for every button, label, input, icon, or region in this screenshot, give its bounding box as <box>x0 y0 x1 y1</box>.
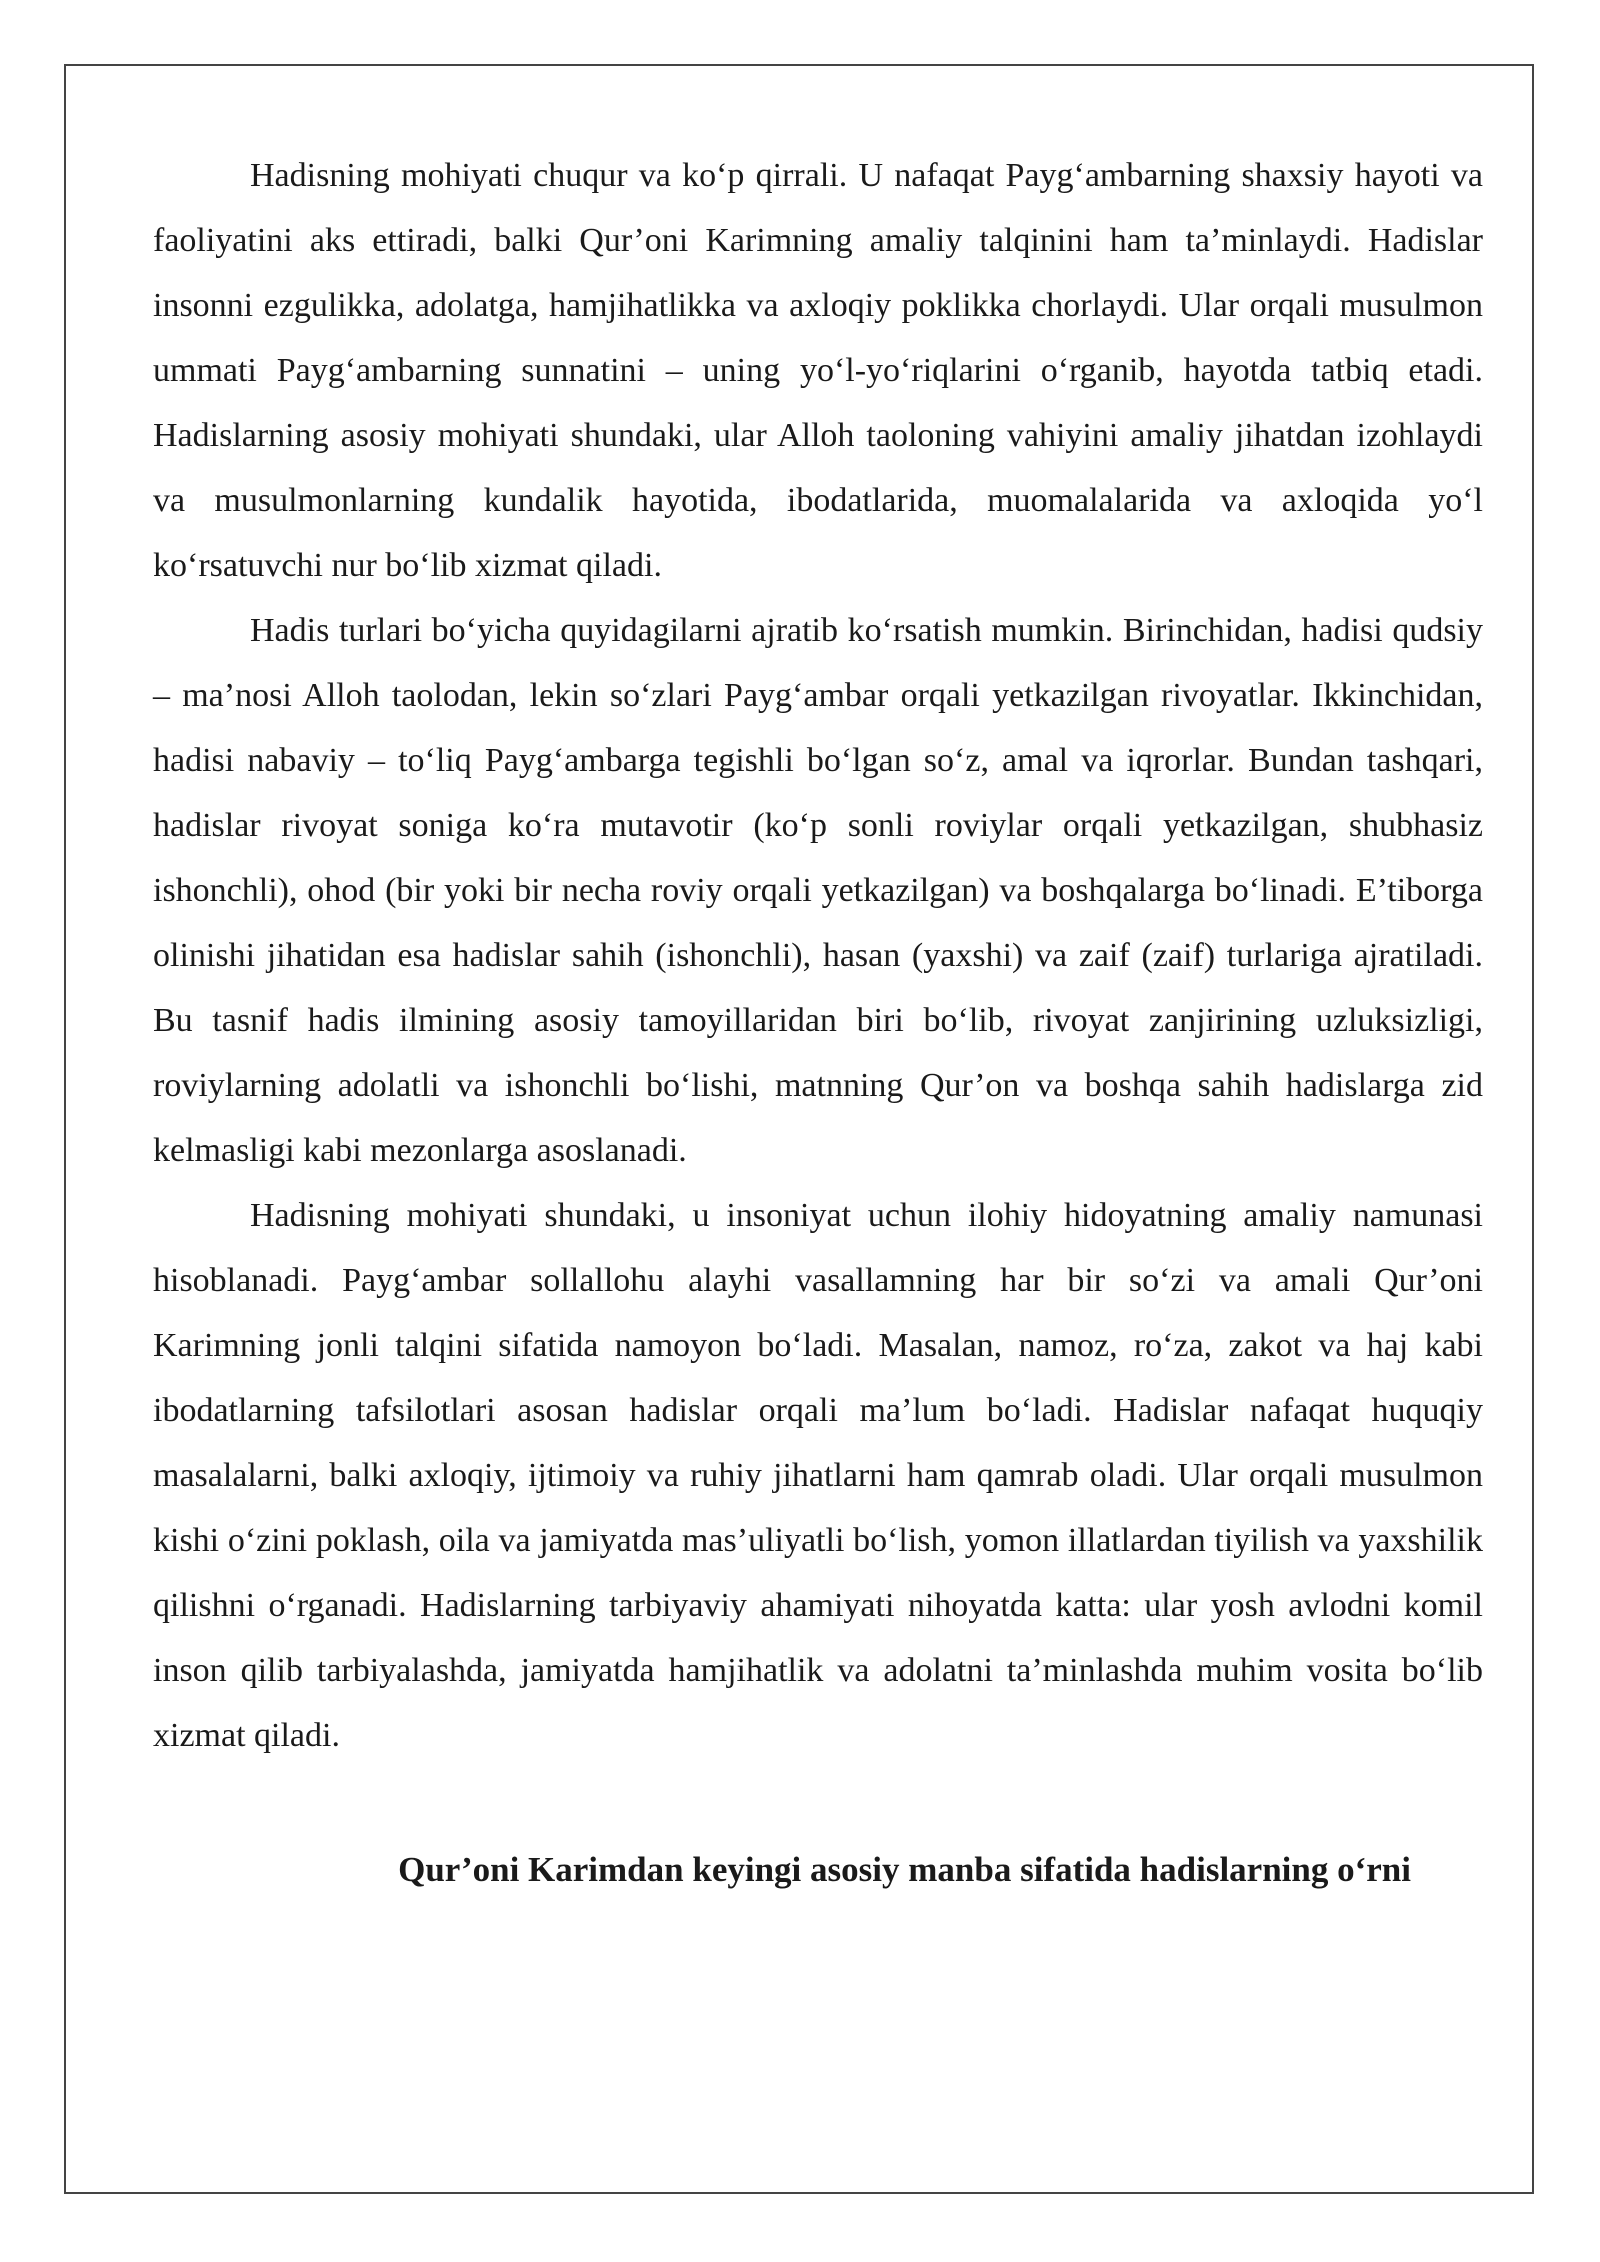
document-body <box>153 143 1483 1902</box>
paragraph-2: Hadis turlari bo‘yicha quyidagilarni ajratib ko‘rsatish mumkin. Birinchidan, hadisi qudsiy – ma’nosi Alloh taolodan, lekin so‘zlari Payg‘ambar orqali yetkazilgan rivoyatlar. Ikkinchidan, hadisi nabaviy – to‘liq Payg‘ambarga tegishli bo‘lgan so‘z, amal va iqrorlar. Bundan tashqari, hadislar rivoyat soniga ko‘ra mutavotir (ko‘p sonli roviylar orqali yetkazilgan, shubhasiz ishonchli), ohod (bir yoki bir necha roviy orqali yetkazilgan) va boshqalarga bo‘linadi. E’tiborga olinishi jihatidan esa hadislar sahih (ishonchli), hasan (yaxshi) va zaif (zaif) turlariga ajratiladi. Bu tasnif hadis ilmining asosiy tamoyillaridan biri bo‘lib, rivoyat zanjirining uzluksizligi, roviylarning adolatli va ishonchli bo‘lishi, matnning Qur’on va boshqa sahih hadislarga zid kelmasligi kabi mezonlarga asoslanadi. <box>153 612 1483 1169</box>
paragraph-1: Hadisning mohiyati chuqur va ko‘p qirrali. U nafaqat Payg‘ambarning shaxsiy hayoti va faoliyatini aks ettiradi, balki Qur’oni Karimning amaliy talqinini ham ta’minlaydi. Hadislar insonni ezgulikka, adolatga, hamjihatlikka va axloqiy poklikka chorlaydi. Ular orqali musulmon ummati Payg‘ambarning sunnatini – uning yo‘l-yo‘riqlarini o‘rganib, hayotda tatbiq etadi. Hadislarning asosiy mohiyati shundaki, ular Alloh taoloning vahiyini amaliy jihatdan izohlaydi va musulmonlarning kundalik hayotida, ibodatlarida, muomalalarida va axloqida yo‘l ko‘rsatuvchi nur bo‘lib xizmat qiladi. <box>153 157 1483 584</box>
section-heading: Qur’oni Karimdan keyingi asosiy manba sifatida hadislarning o‘rni <box>398 1850 1411 1889</box>
paragraph-3: Hadisning mohiyati shundaki, u insoniyat uchun ilohiy hidoyatning amaliy namunasi hisoblanadi. Payg‘ambar sollallohu alayhi vasallamning har bir so‘zi va amali Qur’oni Karimning jonli talqini sifatida namoyon bo‘ladi. Masalan, namoz, ro‘za, zakot va haj kabi ibodatlarning tafsilotlari asosan hadislar orqali ma’lum bo‘ladi. Hadislar nafaqat huquqiy masalalarni, balki axloqiy, ijtimoiy va ruhiy jihatlarni ham qamrab oladi. Ular orqali musulmon kishi o‘zini poklash, oila va jamiyatda mas’uliyatli bo‘lish, yomon illatlardan tiyilish va yaxshilik qilishni o‘rganadi. Hadislarning tarbiyaviy ahamiyati nihoyatda katta: ular yosh avlodni komil inson qilib tarbiyalashda, jamiyatda hamjihatlik va adolatni ta’minlashda muhim vosita bo‘lib xizmat qiladi. <box>153 1197 1483 1754</box>
